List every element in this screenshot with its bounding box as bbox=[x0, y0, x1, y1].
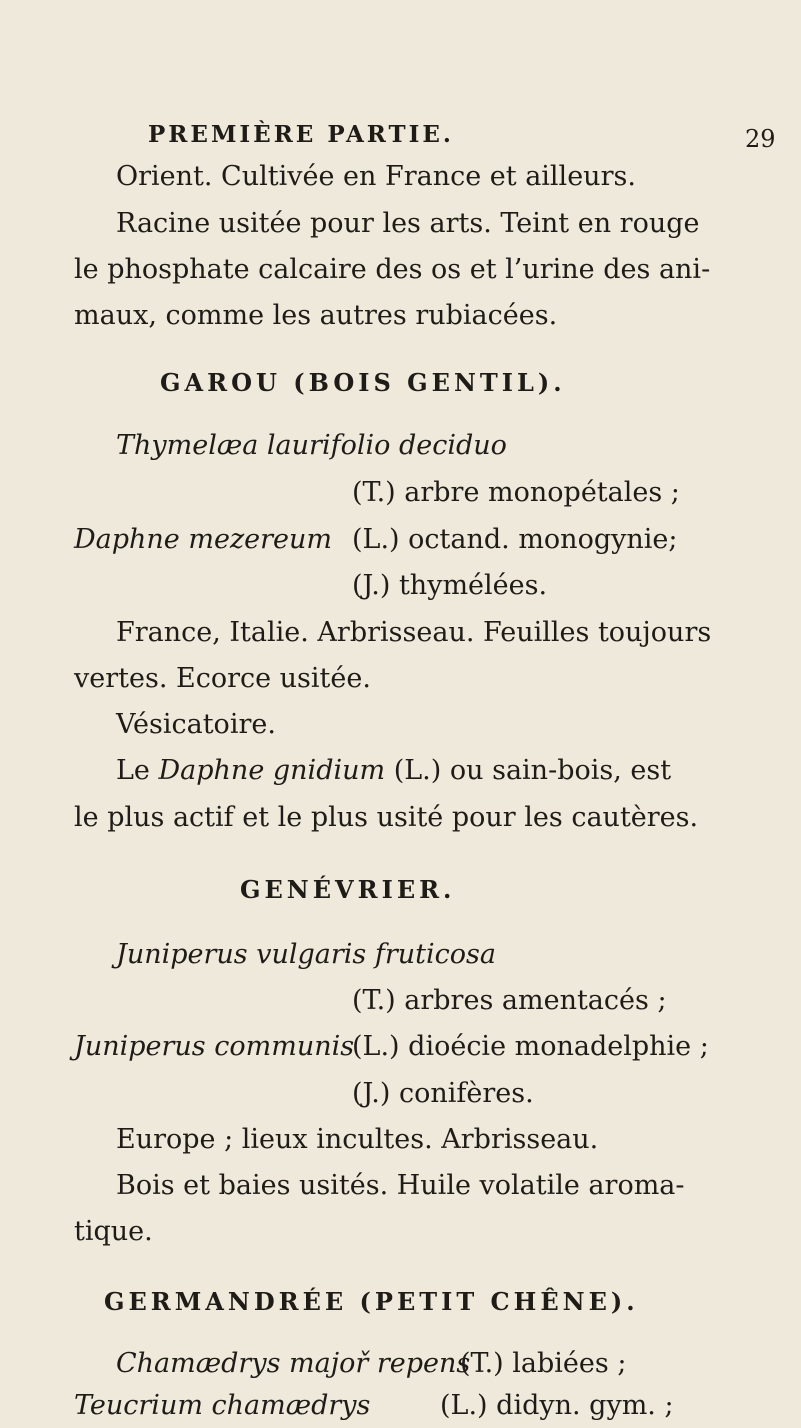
synonym-class: (J.) thymélées. bbox=[352, 570, 548, 601]
synonym-name: Juniperus vulgaris fruticosa bbox=[116, 939, 496, 970]
running-title: PREMIÈRE PARTIE. bbox=[148, 121, 454, 148]
synonym-class: (T.) arbre monopétales ; bbox=[352, 477, 680, 508]
text-line: Racine usitée pour les arts. Teint en rouge bbox=[116, 208, 700, 239]
text-line: tique. bbox=[74, 1216, 153, 1247]
synonym-class: (J.) conifères. bbox=[352, 1078, 534, 1109]
synonym-name: Daphne mezereum bbox=[74, 524, 333, 555]
section-heading: GENÉVRIER. bbox=[240, 875, 456, 904]
text-line: France, Italie. Arbrisseau. Feuilles toujours bbox=[116, 617, 712, 648]
synonym-class: (L.) didyn. gym. ; bbox=[440, 1390, 674, 1421]
synonym-class: (L.) dioécie monadelphie ; bbox=[352, 1031, 709, 1062]
text-line: vertes. Ecorce usitée. bbox=[74, 663, 371, 694]
synonym-class: (T.) arbres amentacés ; bbox=[352, 985, 667, 1016]
synonym-name: Juniperus communis bbox=[74, 1031, 355, 1062]
text-line: Le Daphne gnidium (L.) ou sain-bois, est bbox=[116, 755, 672, 786]
text-line: Bois et baies usités. Huile volatile aroma- bbox=[116, 1170, 685, 1201]
synonym-class: (L.) octand. monogynie; bbox=[352, 524, 678, 555]
text-line: le plus actif et le plus usité pour les cautères. bbox=[74, 802, 699, 833]
species-name: Daphne gnidium bbox=[158, 755, 386, 786]
synonym-name: Teucrium chamædrys bbox=[74, 1390, 371, 1421]
text-line: le phosphate calcaire des os et l’urine des ani- bbox=[74, 254, 711, 285]
section-heading: GAROU (BOIS GENTIL). bbox=[160, 368, 566, 397]
section-heading: GERMANDRÉE (PETIT CHÊNE). bbox=[104, 1287, 639, 1316]
synonym-name: Thymelæa laurifolio deciduo bbox=[116, 430, 507, 461]
text-line: maux, comme les autres rubiacées. bbox=[74, 300, 558, 331]
synonym-class: (T.) labiées ; bbox=[460, 1348, 627, 1379]
page-number: 29 bbox=[745, 125, 776, 153]
text-line: Orient. Cultivée en France et ailleurs. bbox=[116, 161, 636, 192]
text-line: Vésicatoire. bbox=[116, 709, 276, 740]
text-line: Europe ; lieux incultes. Arbrisseau. bbox=[116, 1124, 599, 1155]
synonym-name: Chamædrys majoř repens bbox=[116, 1348, 471, 1379]
